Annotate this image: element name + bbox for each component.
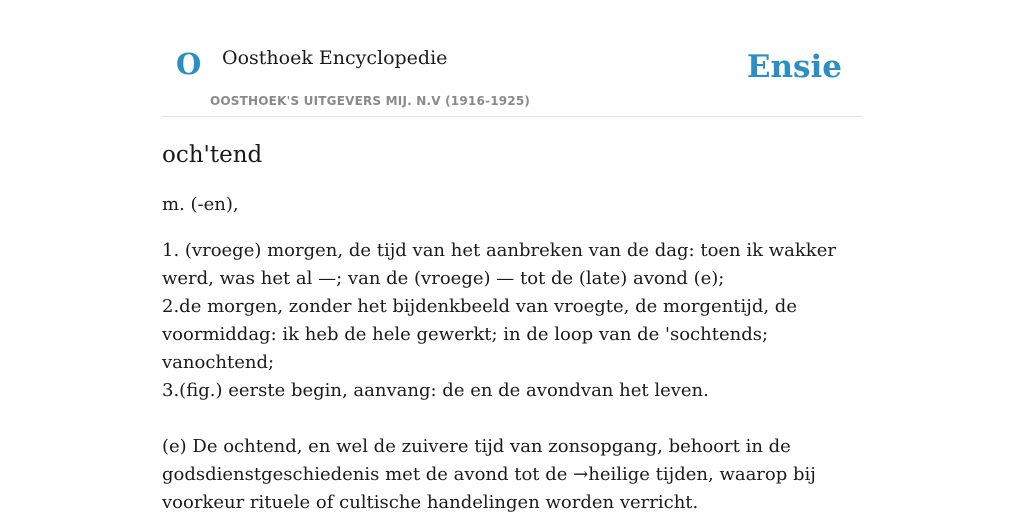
site-title[interactable]: Oosthoek Encyclopedie bbox=[222, 47, 448, 69]
entry-headword: och'tend bbox=[162, 142, 263, 168]
definition-item: 3.(fig.) eerste begin, aanvang: de en de avondvan het leven. bbox=[162, 379, 709, 401]
publisher-label: OOSTHOEK'S UITGEVERS MIJ. N.V (1916-1925) bbox=[210, 94, 531, 108]
entry-note: (e) De ochtend, en wel de zuivere tijd van zonsopgang, behoort in de godsdienstgeschiedenis met de avond tot de →heilige tijden, waarop bij voorkeur rituele of cultische handelingen worden verricht. bbox=[162, 435, 816, 513]
definition-item: 2.de morgen, zonder het bijdenkbeeld van vroegte, de morgentijd, de voormiddag: ik heb de hele gewerkt; in de loop van de 'sochtends; vanochtend; bbox=[162, 295, 797, 373]
page bbox=[162, 0, 862, 517]
site-header bbox=[162, 0, 862, 117]
ensie-brand-link[interactable]: Ensie bbox=[746, 49, 842, 85]
entry-definitions bbox=[162, 237, 862, 405]
entry-grammar: m. (-en), bbox=[162, 193, 239, 215]
definition-item: 1. (vroege) morgen, de tijd van het aanbreken van de dag: toen ik wakker werd, was het al —; van de (vroege) — tot de (late) avond (e); bbox=[162, 239, 836, 289]
site-logo[interactable]: O bbox=[176, 47, 202, 81]
